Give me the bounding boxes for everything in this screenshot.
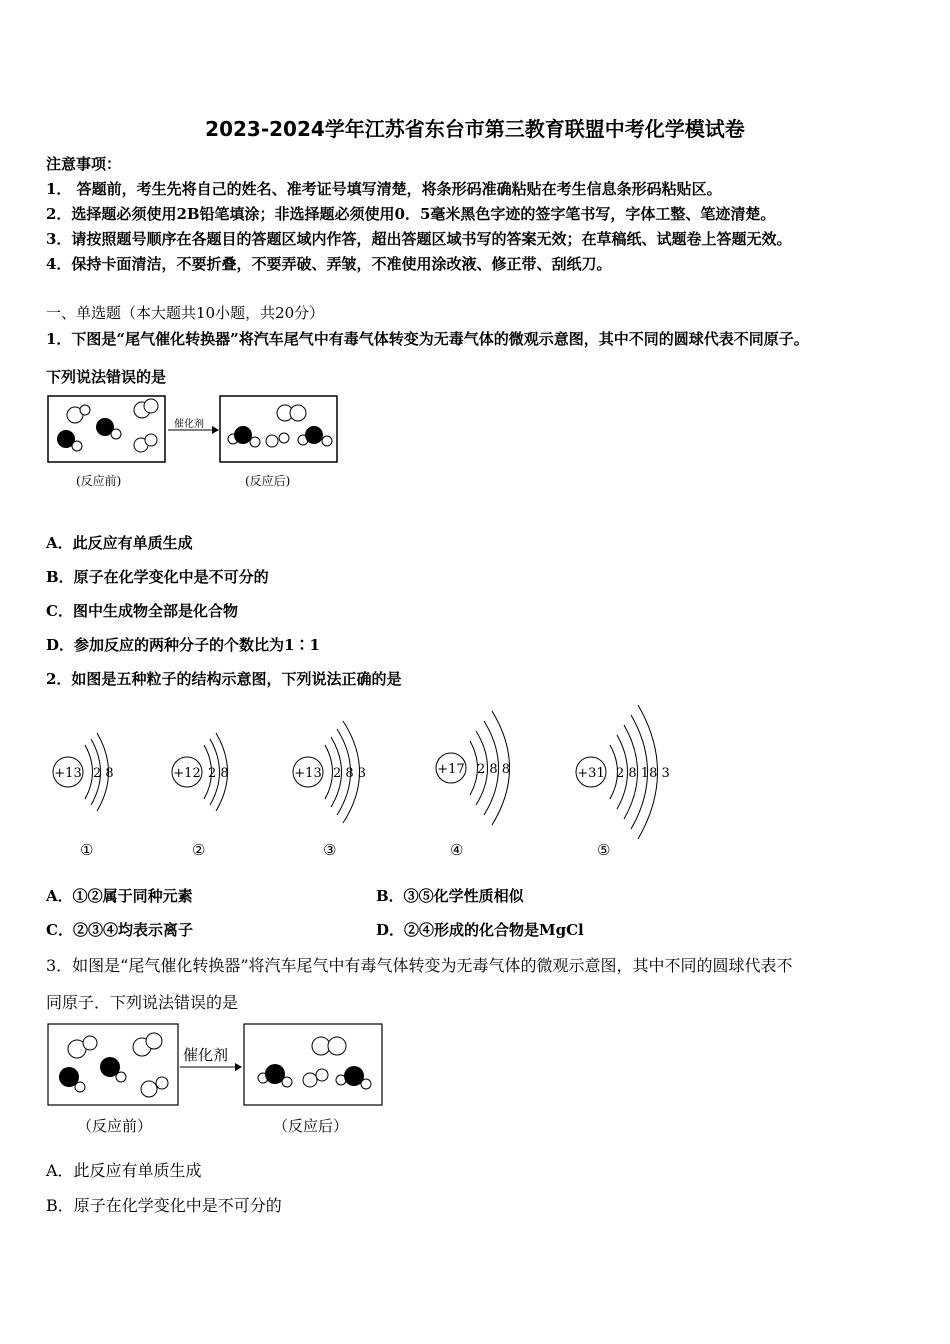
q2-option-a: A．①②属于同种元素: [46, 887, 193, 905]
after-box: [244, 1024, 382, 1105]
q3-stem: 3．如图是“尾气催化转换器”将汽车尾气中有毒气体转变为无毒气体的微观示意图，其中不同的圆球代表不: [46, 956, 793, 975]
q2-option-b: B．③⑤化学性质相似: [376, 887, 524, 905]
nucleus-charge: +13: [294, 766, 322, 781]
white-atom: [312, 1037, 330, 1055]
q1-option-d: D．参加反应的两种分子的个数比为1∶1: [46, 636, 320, 654]
white-atom: [75, 1082, 85, 1092]
notice-item: 4．保持卡面清洁，不要折叠，不要弄破、弄皱，不准使用涂改液、修正带、刮纸刀。: [46, 255, 612, 273]
electron-shells: 2 8: [93, 766, 114, 781]
white-atom: [146, 1033, 162, 1049]
white-atom: [80, 405, 90, 415]
q3-option-b: B．原子在化学变化中是不可分的: [46, 1196, 282, 1215]
nucleus-charge: +13: [54, 766, 82, 781]
arrow-head: [235, 1063, 242, 1071]
white-atom: [156, 1077, 168, 1089]
particle-5: [576, 705, 670, 859]
q2-option-d: D．②④形成的化合物是MgCl: [376, 921, 584, 939]
white-atom: [282, 1077, 292, 1087]
q3-stem-cont: 同原子．下列说法错误的是: [46, 993, 239, 1012]
q1-option-b: B．原子在化学变化中是不可分的: [46, 568, 269, 586]
electron-shells: 2 8 8: [477, 762, 511, 777]
white-atom: [116, 1072, 126, 1082]
q2-particle-diagrams: [40, 705, 700, 865]
white-atom: [361, 1079, 371, 1089]
particle-label: ①: [80, 841, 94, 859]
white-atom: [290, 405, 306, 421]
q1-stem: 1．下图是“尾气催化转换器”将汽车尾气中有毒气体转变为无毒气体的微观示意图，其中不同的圆球代表不同原子。: [46, 330, 809, 348]
catalyst-label: 催化剂: [183, 1046, 229, 1064]
page-title: 2023-2024学年江苏省东台市第三教育联盟中考化学模试卷: [205, 117, 745, 141]
white-atom: [141, 1081, 157, 1097]
q1-reaction-figure: [44, 393, 344, 493]
white-atom: [250, 437, 260, 447]
electron-shells: 2 8 3: [333, 766, 367, 781]
particle-2: [172, 733, 229, 859]
white-atom: [316, 1069, 328, 1081]
notice-item: 3．请按照题号顺序在各题目的答题区域内作答，超出答题区域书写的答案无效；在草稿纸、试题卷上答题无效。: [46, 230, 792, 248]
black-atom: [305, 426, 323, 444]
white-atom: [111, 429, 121, 439]
particle-1: [53, 733, 114, 859]
after-label: (反应后): [245, 474, 291, 488]
q1-option-c: C．图中生成物全部是化合物: [46, 602, 238, 620]
notice-item: 2．选择题必须使用2B铅笔填涂；非选择题必须使用0．5毫米黑色字迹的签字笔书写，字体工整、笔迹清楚。: [46, 205, 776, 223]
white-atom: [83, 1036, 97, 1050]
q3-reaction-figure: [44, 1020, 389, 1140]
q2-stem: 2．如图是五种粒子的结构示意图，下列说法正确的是: [46, 670, 402, 688]
black-atom: [234, 426, 252, 444]
white-atom: [322, 436, 332, 446]
q1-option-a: A．此反应有单质生成: [46, 534, 193, 552]
nucleus-charge: +12: [173, 766, 201, 781]
particle-4: [436, 711, 510, 859]
white-atom: [279, 433, 289, 443]
white-atom: [72, 441, 82, 451]
notice-item: 1． 答题前，考生先将自己的姓名、准考证号填写清楚，将条形码准确粘贴在考生信息条形码粘贴区。: [46, 180, 722, 198]
section-heading: 一、单选题（本大题共10小题，共20分）: [46, 304, 325, 322]
white-atom: [144, 399, 158, 413]
before-label: (反应前): [76, 474, 122, 488]
catalyst-label: 催化剂: [174, 419, 204, 430]
q2-option-c: C．②③④均表示离子: [46, 921, 193, 939]
particle-3: [293, 721, 366, 859]
arrow-head: [212, 426, 219, 434]
white-atom: [266, 435, 278, 447]
particle-label: ③: [323, 841, 337, 859]
electron-shells: 2 8 18 3: [616, 766, 670, 781]
before-label: （反应前）: [77, 1117, 153, 1135]
particle-label: ②: [192, 841, 206, 859]
particle-label: ⑤: [597, 841, 611, 859]
electron-shells: 2 8: [208, 766, 229, 781]
nucleus-charge: +31: [577, 766, 605, 781]
white-atom: [145, 434, 157, 446]
white-atom: [303, 1073, 317, 1087]
particle-label: ④: [450, 841, 464, 859]
after-label: （反应后）: [273, 1117, 349, 1135]
q1-stem-cont: 下列说法错误的是: [46, 368, 167, 386]
nucleus-charge: +17: [437, 762, 465, 777]
notice-heading: 注意事项：: [46, 155, 122, 173]
white-atom: [328, 1037, 346, 1055]
q3-option-a: A．此反应有单质生成: [46, 1161, 202, 1180]
